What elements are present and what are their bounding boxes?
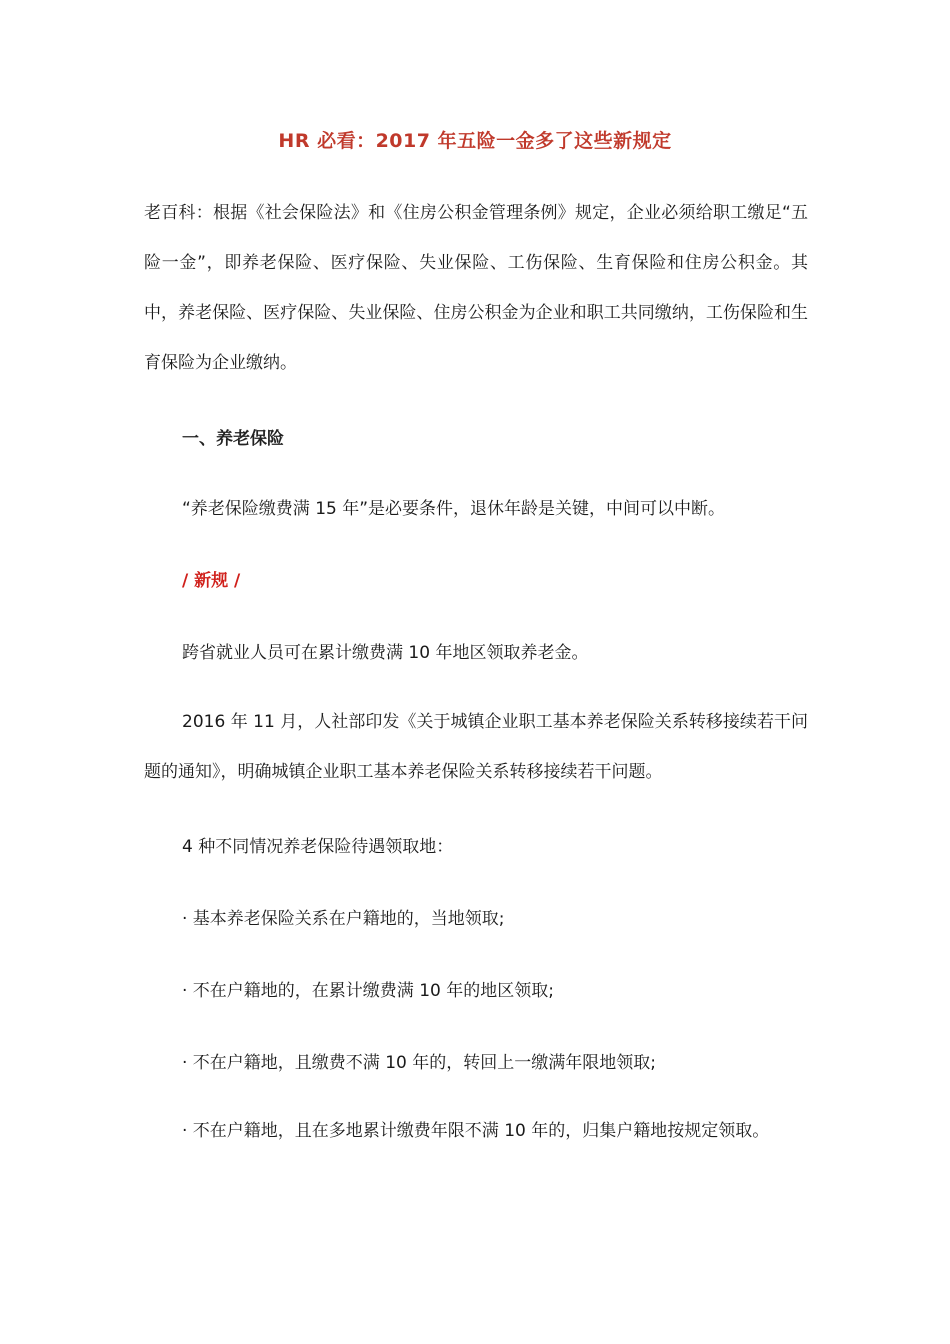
new-rule-paragraph: 跨省就业人员可在累计缴费满 10 年地区领取养老金。 bbox=[182, 643, 589, 663]
list-item-case-3: · 不在户籍地，且缴费不满 10 年的，转回上一缴满年限地领取; bbox=[182, 1053, 656, 1073]
list-item-case-4: · 不在户籍地，且在多地累计缴费年限不满 10 年的，归集户籍地按规定领取。 bbox=[182, 1121, 770, 1141]
intro-paragraph: 老百科：根据《社会保险法》和《住房公积金管理条例》规定，企业必须给职工缴足“五险一金”，即养老保险、医疗保险、失业保险、工伤保险、生育保险和住房公积金。其中，养老保险、医疗保险、失业保险、住房公积金为企业和职工共同缴纳，工伤保险和生育保险为企业缴纳。 bbox=[144, 203, 808, 373]
document-title: HR 必看：2017 年五险一金多了这些新规定 bbox=[278, 130, 672, 152]
pension-lead-paragraph: “养老保险缴费满 15 年”是必要条件，退休年龄是关键，中间可以中断。 bbox=[182, 499, 726, 519]
new-rule-label: / 新规 / bbox=[182, 571, 241, 591]
cases-intro: 4 种不同情况养老保险待遇领取地： bbox=[182, 837, 454, 857]
section-heading-pension: 一、养老保险 bbox=[182, 429, 284, 449]
notice-paragraph: 2016 年 11 月，人社部印发《关于城镇企业职工基本养老保险关系转移接续若干问题的通知》，明确城镇企业职工基本养老保险关系转移接续若干问题。 bbox=[144, 712, 808, 782]
list-item-case-1: · 基本养老保险关系在户籍地的，当地领取; bbox=[182, 909, 505, 929]
list-item-case-2: · 不在户籍地的，在累计缴费满 10 年的地区领取; bbox=[182, 981, 554, 1001]
